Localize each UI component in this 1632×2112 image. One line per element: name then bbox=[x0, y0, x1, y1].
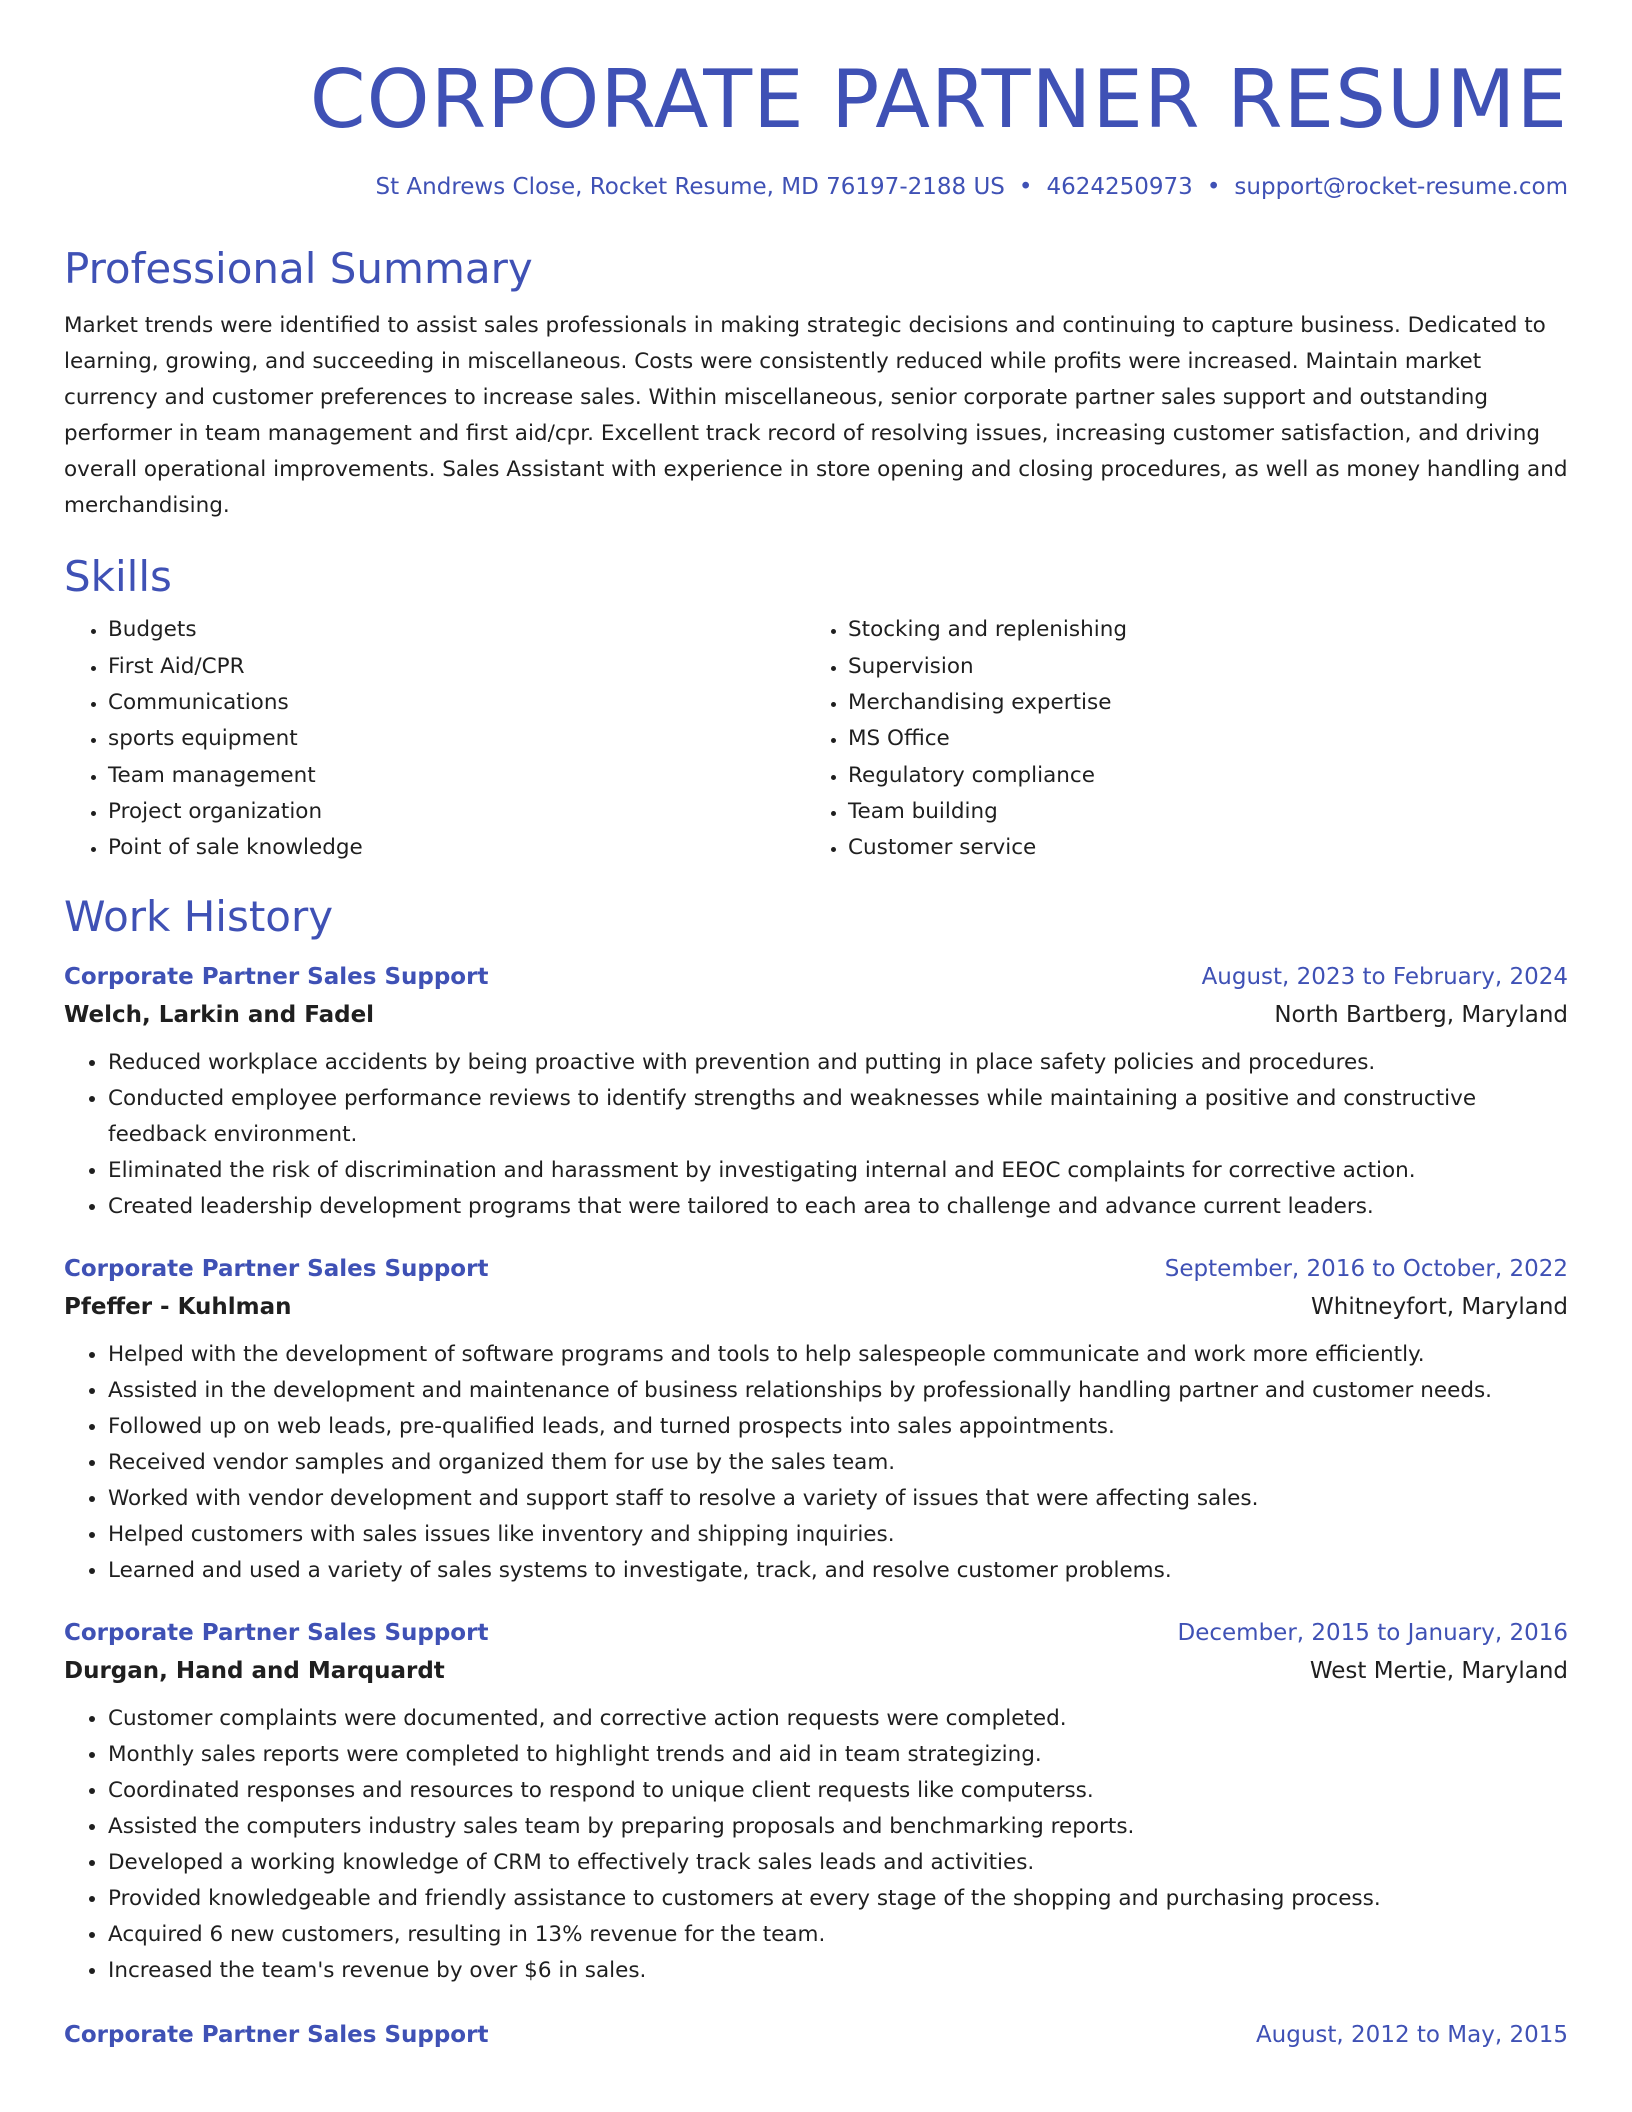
skill-item: • sports equipment bbox=[108, 721, 804, 757]
contact-email: support@rocket-resume.com bbox=[1234, 174, 1568, 200]
job-role: Corporate Partner Sales Support bbox=[64, 2021, 489, 2048]
job-bullets bbox=[64, 1045, 1568, 1225]
job-entry bbox=[64, 1615, 1568, 1989]
job-location: Whitneyfort, Maryland bbox=[1311, 1293, 1568, 1320]
job-bullets bbox=[64, 1337, 1568, 1589]
contact-line bbox=[64, 174, 1568, 202]
job-entry bbox=[64, 2017, 1568, 2053]
job-company: Welch, Larkin and Fadel bbox=[64, 1001, 375, 1028]
job-header bbox=[64, 959, 1568, 995]
job-dates: December, 2015 to January, 2016 bbox=[1177, 1619, 1568, 1646]
job-subheader bbox=[64, 1651, 1568, 1691]
job-role: Corporate Partner Sales Support bbox=[64, 963, 489, 990]
skill-item: • Merchandising expertise bbox=[848, 685, 1544, 721]
job-header bbox=[64, 1615, 1568, 1651]
skills-column-left bbox=[64, 612, 804, 866]
job-bullet: • Created leadership development programs that were tailored to each area to challenge and advance current leaders. bbox=[108, 1189, 1568, 1225]
skill-item: • Budgets bbox=[108, 612, 804, 648]
job-bullet: • Followed up on web leads, pre-qualified leads, and turned prospects into sales appointments. bbox=[108, 1409, 1568, 1445]
skill-item: • Project organization bbox=[108, 794, 804, 830]
job-entry bbox=[64, 1251, 1568, 1589]
job-subheader bbox=[64, 995, 1568, 1035]
job-bullet: • Reduced workplace accidents by being proactive with prevention and putting in place safety policies and procedures. bbox=[108, 1045, 1568, 1081]
job-bullet: • Worked with vendor development and support staff to resolve a variety of issues that were affecting sales. bbox=[108, 1481, 1568, 1517]
job-bullet: • Learned and used a variety of sales systems to investigate, track, and resolve customer problems. bbox=[108, 1553, 1568, 1589]
job-bullet: • Acquired 6 new customers, resulting in 13% revenue for the team. bbox=[108, 1917, 1568, 1953]
job-entry bbox=[64, 959, 1568, 1225]
contact-address: St Andrews Close, Rocket Resume, MD 76197-2188 US bbox=[375, 174, 1005, 200]
separator-dot: • bbox=[1018, 174, 1033, 200]
job-location: West Mertie, Maryland bbox=[1309, 1657, 1568, 1684]
job-bullet: • Coordinated responses and resources to respond to unique client requests like computerss. bbox=[108, 1773, 1568, 1809]
job-bullet: • Eliminated the risk of discrimination and harassment by investigating internal and EEOC complaints for corrective action. bbox=[108, 1153, 1568, 1189]
job-bullet: • Customer complaints were documented, and corrective action requests were completed. bbox=[108, 1701, 1568, 1737]
job-dates: August, 2012 to May, 2015 bbox=[1255, 2021, 1568, 2048]
job-bullets bbox=[64, 1701, 1568, 1989]
work-history-heading: Work History bbox=[64, 892, 334, 942]
job-company: Pfeffer - Kuhlman bbox=[64, 1293, 292, 1320]
skill-item: • Customer service bbox=[848, 830, 1544, 866]
job-subheader bbox=[64, 1287, 1568, 1327]
summary-text: Market trends were identified to assist sales professionals in making strategic decisions and continuing to capture business. Dedicated to learning, growing, and succeeding in miscellaneous. Costs were consistently reduced while profits were increased. Maintain market currency and customer preferences to increase sales. Within miscellaneous, senior corporate partner sales support and outstanding performer in team management and first aid/cpr. Excellent track record of resolving issues, increasing customer satisfaction, and driving overall operational improvements. Sales Assistant with experience in store opening and closing procedures, as well as money handling and merchandising. bbox=[64, 312, 1568, 518]
skill-item: • Stocking and replenishing bbox=[848, 612, 1544, 648]
job-header bbox=[64, 1251, 1568, 1287]
job-bullet: • Assisted the computers industry sales team by preparing proposals and benchmarking reports. bbox=[108, 1809, 1568, 1845]
job-bullet: • Monthly sales reports were completed to highlight trends and aid in team strategizing. bbox=[108, 1737, 1568, 1773]
job-dates: August, 2023 to February, 2024 bbox=[1201, 963, 1568, 990]
skills-column-right bbox=[804, 612, 1544, 866]
job-bullet: • Provided knowledgeable and friendly assistance to customers at every stage of the shopping and purchasing process. bbox=[108, 1881, 1568, 1917]
job-bullet: • Conducted employee performance reviews to identify strengths and weaknesses while maintaining a positive and constructive feedback environment. bbox=[108, 1081, 1568, 1153]
job-role: Corporate Partner Sales Support bbox=[64, 1255, 489, 1282]
job-bullet: • Increased the team's revenue by over $6 in sales. bbox=[108, 1953, 1568, 1989]
job-bullet: • Helped with the development of software programs and tools to help salespeople communicate and work more efficiently. bbox=[108, 1337, 1568, 1373]
skill-item: • Team building bbox=[848, 794, 1544, 830]
skills-list bbox=[64, 612, 1568, 866]
skill-item: • Regulatory compliance bbox=[848, 758, 1544, 794]
summary-heading: Professional Summary bbox=[64, 243, 533, 293]
job-bullet: • Received vendor samples and organized them for use by the sales team. bbox=[108, 1445, 1568, 1481]
job-location: North Bartberg, Maryland bbox=[1274, 1001, 1568, 1028]
skills-heading: Skills bbox=[64, 551, 172, 601]
skill-item: • Point of sale knowledge bbox=[108, 830, 804, 866]
contact-phone: 4624250973 bbox=[1046, 174, 1193, 200]
job-bullet: • Assisted in the development and maintenance of business relationships by professionally handling partner and customer needs. bbox=[108, 1373, 1568, 1409]
job-header bbox=[64, 2017, 1568, 2053]
job-role: Corporate Partner Sales Support bbox=[64, 1619, 489, 1646]
separator-dot: • bbox=[1206, 174, 1221, 200]
job-company: Durgan, Hand and Marquardt bbox=[64, 1657, 445, 1684]
resume-title: CORPORATE PARTNER RESUME bbox=[309, 53, 1568, 146]
skill-item: • Communications bbox=[108, 685, 804, 721]
job-bullet: • Helped customers with sales issues like inventory and shipping inquiries. bbox=[108, 1517, 1568, 1553]
skill-item: • First Aid/CPR bbox=[108, 649, 804, 685]
skill-item: • Supervision bbox=[848, 649, 1544, 685]
skill-item: • Team management bbox=[108, 758, 804, 794]
skill-item: • MS Office bbox=[848, 721, 1544, 757]
job-dates: September, 2016 to October, 2022 bbox=[1164, 1255, 1568, 1282]
job-bullet: • Developed a working knowledge of CRM to effectively track sales leads and activities. bbox=[108, 1845, 1568, 1881]
